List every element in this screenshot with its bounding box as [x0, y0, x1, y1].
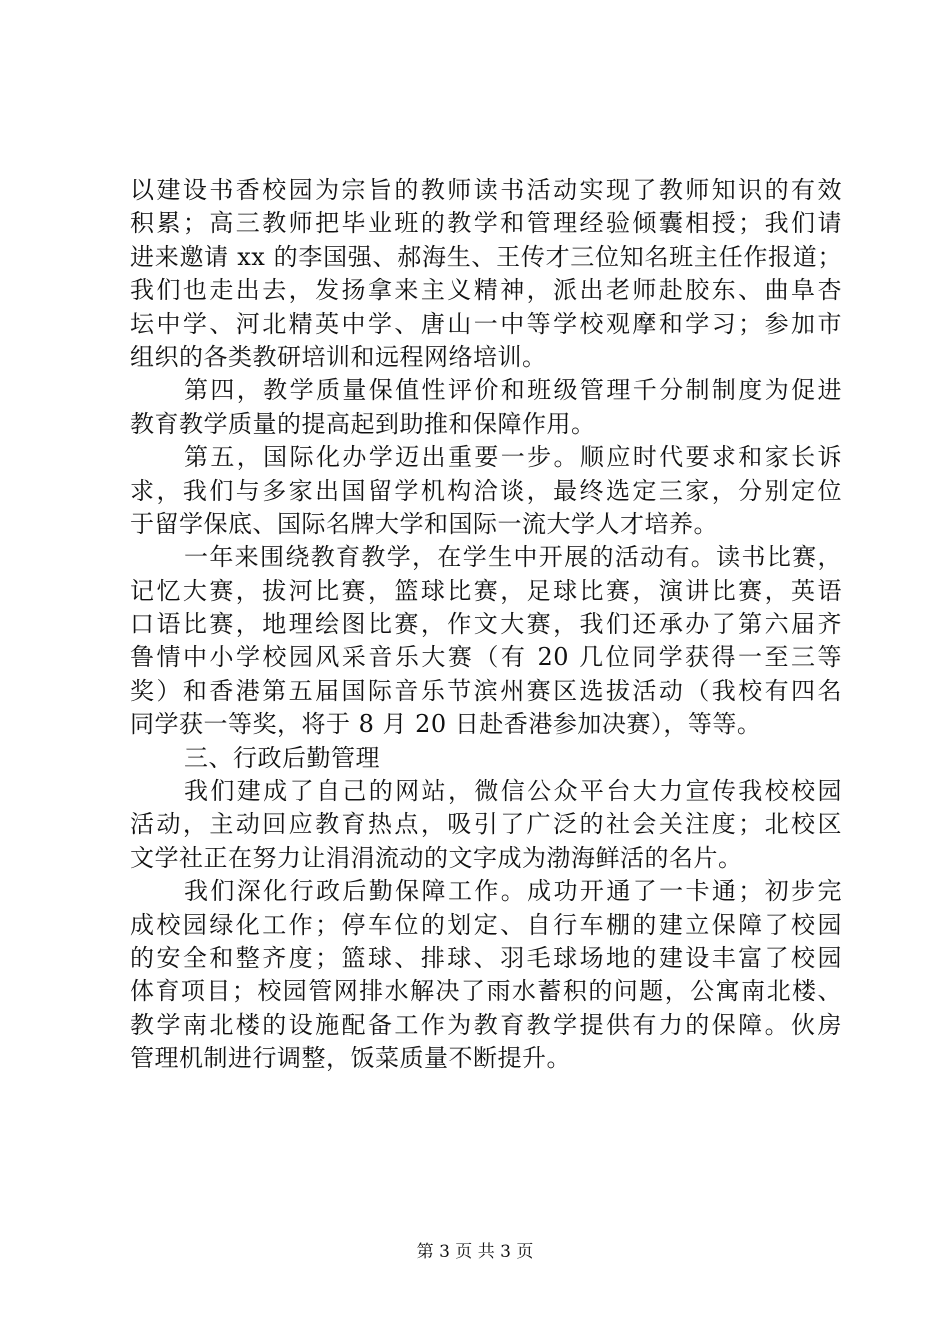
- text-line: 第五，国际化办学迈出重要一步。顺应时代要求和家长诉: [184, 443, 842, 472]
- text-line: 奖）和香港第五届国际音乐节滨州赛区选拔活动（我校有四名: [130, 676, 842, 705]
- text-line: 组织的各类教研培训和远程网络培训。: [130, 342, 547, 371]
- text-line: 活动，主动回应教育热点，吸引了广泛的社会关注度；北校区: [130, 810, 842, 839]
- text-line: 我们深化行政后勤保障工作。成功开通了一卡通；初步完: [184, 877, 842, 906]
- text-line: 教育教学质量的提高起到助推和保障作用。: [130, 409, 596, 438]
- text-line: 同学获一等奖，将于 8 月 20 日赴香港参加决赛），等等。: [130, 710, 762, 739]
- text-line: 进来邀请 xx 的李国强、郝海生、王传才三位知名班主任作报道；: [130, 242, 842, 271]
- text-line: 求，我们与多家出国留学机构洽谈，最终选定三家，分别定位: [130, 476, 842, 505]
- page-number-footer: 第 3 页 共 3 页: [416, 1242, 534, 1262]
- document-body: [130, 174, 842, 1076]
- text-line: 坛中学、河北精英中学、唐山一中等学校观摩和学习；参加市: [130, 309, 842, 338]
- text-line: 一年来围绕教育教学，在学生中开展的活动有。读书比赛，: [184, 543, 842, 572]
- text-line: 我们也走出去，发扬拿来主义精神，派出老师赴胶东、曲阜杏: [130, 276, 842, 305]
- text-line: 我们建成了自己的网站，微信公众平台大力宣传我校校园: [184, 777, 842, 806]
- text-line: 口语比赛，地理绘图比赛，作文大赛，我们还承办了第六届齐: [130, 610, 842, 639]
- text-line: 管理机制进行调整，饭菜质量不断提升。: [130, 1044, 571, 1073]
- text-line: 成校园绿化工作；停车位的划定、自行车棚的建立保障了校园: [130, 910, 842, 939]
- text-line: 教学南北楼的设施配备工作为教育教学提供有力的保障。伙房: [130, 1010, 842, 1039]
- text-line: 文学社正在努力让涓涓流动的文字成为渤海鲜活的名片。: [130, 843, 743, 872]
- text-line: 积累；高三教师把毕业班的教学和管理经验倾囊相授；我们请: [130, 209, 842, 238]
- text-line: 以建设书香校园为宗旨的教师读书活动实现了教师知识的有效: [130, 176, 842, 204]
- text-line: 体育项目；校园管网排水解决了雨水蓄积的问题，公寓南北楼、: [130, 977, 842, 1006]
- text-line: 第四，教学质量保值性评价和班级管理千分制制度为促进: [184, 376, 842, 405]
- text-line: 的安全和整齐度；篮球、排球、羽毛球场地的建设丰富了校园: [130, 943, 842, 972]
- text-line: 三、行政后勤管理: [184, 743, 380, 772]
- text-line: 鲁情中小学校园风采音乐大赛（有 20 几位同学获得一至三等: [130, 643, 842, 672]
- text-line: 记忆大赛，拔河比赛，篮球比赛，足球比赛，演讲比赛，英语: [130, 576, 842, 605]
- text-line: 于留学保底、国际名牌大学和国际一流大学人才培养。: [130, 509, 718, 538]
